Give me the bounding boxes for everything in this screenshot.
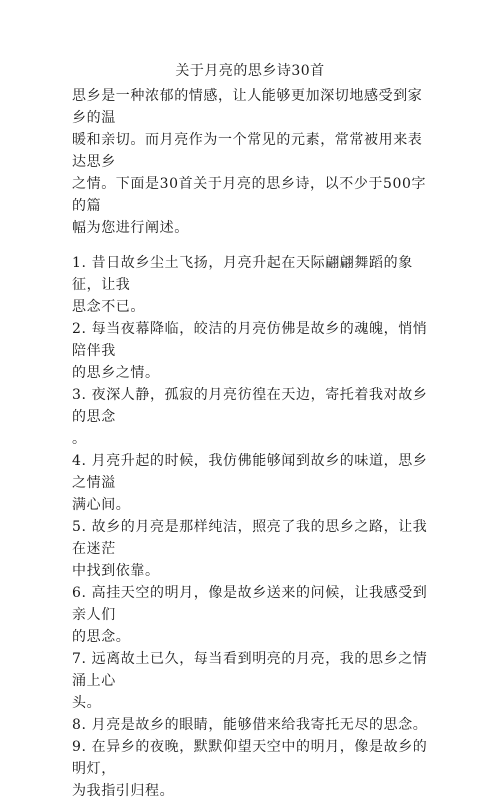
document-title: 关于月亮的思乡诗30首 xyxy=(175,63,325,79)
intro-paragraph: 思乡是一种浓郁的情感，让人能够更加深切地感受到家乡的温 暖和亲切。而月亮作为一个常见的元素，常常被用来表达思乡 之情。下面是30首关于月亮的思乡诗，以不少于500字的篇 幅为您进行阐述。 xyxy=(72,88,427,236)
poem-item: 9. 在异乡的夜晚，默默仰望天空中的明月，像是故乡的明灯， 为我指引归程。 xyxy=(72,739,428,799)
poem-item: 2. 每当夜幕降临，皎洁的月亮仿佛是故乡的魂魄，悄悄陪伴我 的思乡之情。 xyxy=(72,321,428,381)
poem-item: 3. 夜深人静，孤寂的月亮彷徨在天边，寄托着我对故乡的思念 。 xyxy=(72,387,428,447)
poem-item: 6. 高挂天空的明月，像是故乡送来的问候，让我感受到亲人们 的思念。 xyxy=(72,585,428,645)
document-body xyxy=(72,85,434,802)
poem-item: 5. 故乡的月亮是那样纯洁，照亮了我的思乡之路，让我在迷茫 中找到依靠。 xyxy=(72,519,428,579)
poem-item: 7. 远离故土已久，每当看到明亮的月亮，我的思乡之情涌上心 头。 xyxy=(72,651,428,711)
poem-item: 4. 月亮升起的时候，我仿佛能够闻到故乡的味道，思乡之情溢 满心间。 xyxy=(72,453,428,513)
poem-item: 1. 昔日故乡尘土飞扬，月亮升起在天际翩翩舞蹈的象征，让我 思念不已。 xyxy=(72,255,413,315)
poem-item: 8. 月亮是故乡的眼睛，能够借来给我寄托无尽的思念。 xyxy=(72,717,428,733)
